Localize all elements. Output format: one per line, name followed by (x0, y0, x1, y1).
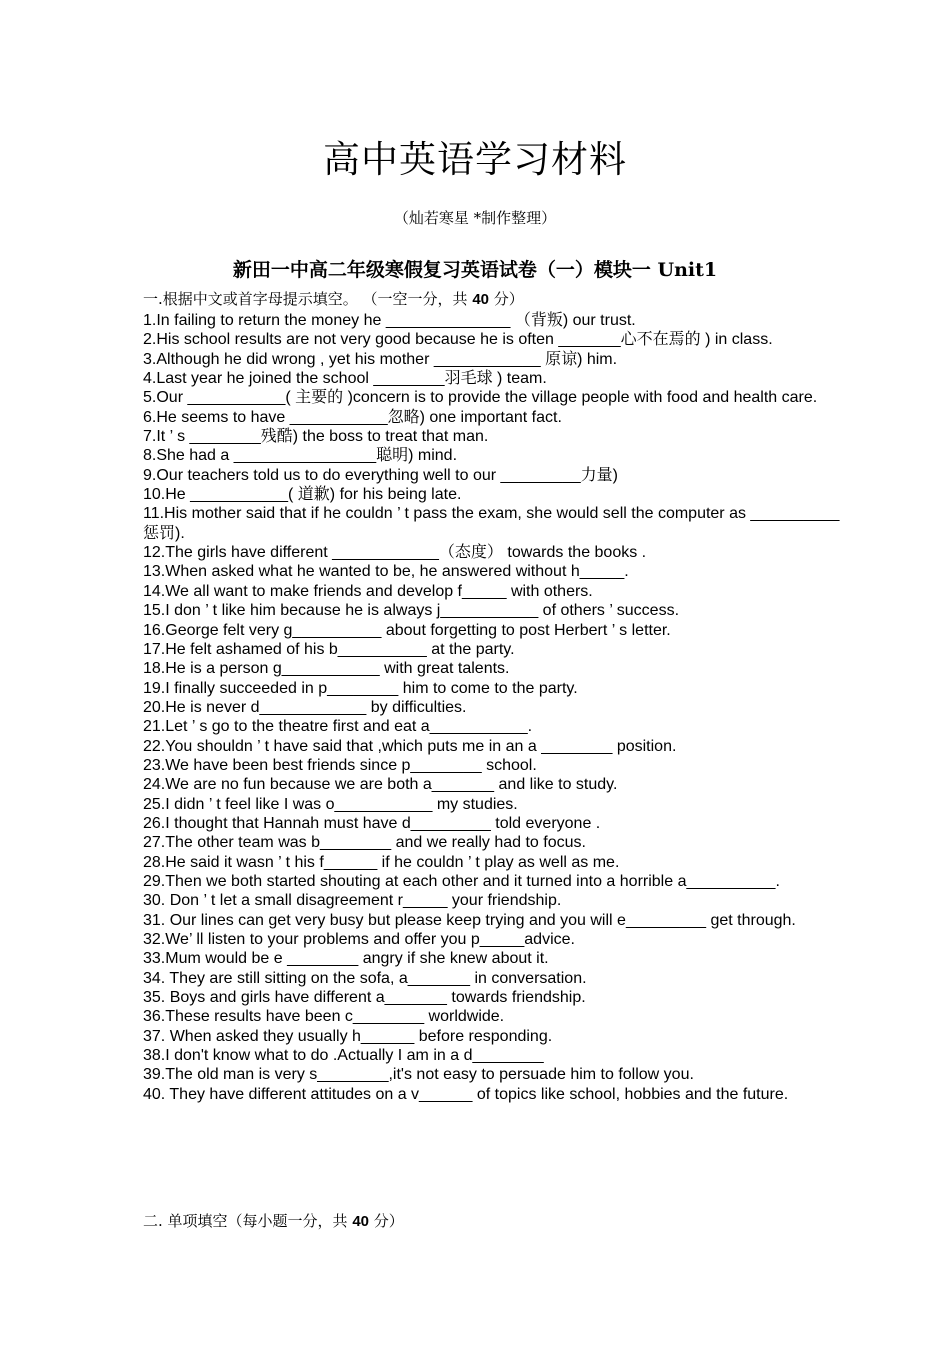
question-item: 38.I don't know what to do .Actually I am in a d________ (143, 1047, 544, 1065)
question-item: 18.He is a person g___________ with great talents. (143, 660, 510, 678)
question-list (143, 311, 843, 1104)
question-item: 31. Our lines can get very busy but please keep trying and you will e_________ get through. (143, 911, 796, 929)
question-item: 35. Boys and girls have different a_______ towards friendship. (143, 989, 586, 1007)
document-title: 高中英语学习材料 (323, 138, 627, 181)
section-1-label: 一.根据中文或首字母提示填空。 （一空一分，共 (143, 290, 468, 308)
question-item: 24.We are no fun because we are both a_______ and like to study. (143, 776, 618, 794)
section-2-label: 二. 单项填空（每小题一分，共 (143, 1212, 348, 1230)
question-item: 22.You shouldn ’ t have said that ,which puts me in an a ________ position. (143, 737, 677, 755)
question-item: 39.The old man is very s________,it's not easy to persuade him to follow you. (143, 1066, 694, 1084)
question-item: 27.The other team was b________ and we really had to focus. (143, 834, 586, 852)
question-item: 16.George felt very g__________ about forgetting to post Herbert ’ s letter. (143, 621, 671, 639)
section-2-suffix: 分） (373, 1212, 404, 1230)
question-item: 15.I don ’ t like him because he is always j___________ of others ’ success. (143, 602, 680, 620)
question-item: 6.He seems to have ___________忽略) one important fact. (143, 408, 562, 426)
question-item: 40. They have different attitudes on a v______ of topics like school, hobbies and the future. (143, 1085, 789, 1103)
question-item: 37. When asked they usually h______ before responding. (143, 1027, 553, 1045)
question-item: 3.Although he did wrong , yet his mother ____________ 原谅) him. (143, 350, 618, 368)
section-2-heading (143, 1211, 404, 1232)
question-item: 20.He is never d____________ by difficulties. (143, 698, 467, 716)
section-2-points: 40 (352, 1213, 370, 1230)
section-1-points: 40 (472, 291, 490, 308)
question-item: 33.Mum would be e ________ angry if she knew about it. (143, 950, 549, 968)
question-item: 21.Let ’ s go to the theatre first and eat a___________. (143, 718, 533, 736)
question-item: 30. Don ’ t let a small disagreement r_____ your friendship. (143, 892, 562, 910)
question-item: 36.These results have been c________ worldwide. (143, 1008, 505, 1026)
question-item: 34. They are still sitting on the sofa, a_______ in conversation. (143, 969, 587, 987)
question-item: 23.We have been best friends since p________ school. (143, 756, 537, 774)
question-item: 2.His school results are not very good because he is often _______心不在焉的 ) in class. (143, 331, 773, 349)
question-item: 4.Last year he joined the school ________羽毛球 ) team. (143, 370, 547, 388)
question-item: 7.It ’ s ________残酷) the boss to treat that man. (143, 428, 489, 446)
exam-title: 新田一中高二年级寒假复习英语试卷（一）模块一 Unit1 (232, 259, 718, 281)
section-1-heading (143, 289, 524, 310)
section-1-suffix: 分） (493, 290, 524, 308)
question-item: 8.She had a ________________聪明) mind. (143, 447, 458, 465)
question-item: 19.I finally succeeded in p________ him to come to the party. (143, 679, 578, 697)
question-item: 14.We all want to make friends and develop f_____ with others. (143, 582, 593, 600)
document-subtitle: （灿若寒星 *制作整理） (393, 209, 557, 227)
question-item: 29.Then we both started shouting at each other and it turned into a horrible a__________. (143, 872, 780, 890)
question-item: 26.I thought that Hannah must have d_________ told everyone . (143, 814, 601, 832)
question-item: 12.The girls have different ____________（态度） towards the books . (143, 544, 647, 562)
question-item: 5.Our ___________( 主要的 )concern is to provide the village people with food and health care. (143, 389, 818, 407)
question-item: 28.He said it wasn ’ t his f______ if he couldn ’ t play as well as me. (143, 853, 620, 871)
question-item: 17.He felt ashamed of his b__________ at the party. (143, 640, 515, 658)
question-item: 1.In failing to return the money he ______________ （背叛) our trust. (143, 312, 636, 329)
question-item: 11.His mother said that if he couldn ’ t pass the exam, she would sell the computer as __________惩罚). (143, 505, 840, 542)
question-item: 25.I didn ’ t feel like I was o___________ my studies. (143, 795, 518, 813)
question-item: 32.We’ ll listen to your problems and offer you p_____advice. (143, 931, 575, 948)
question-item: 10.He ___________( 道歉) for his being late. (143, 486, 462, 504)
question-item: 9.Our teachers told us to do everything well to our _________力量) (143, 466, 618, 484)
question-item: 13.When asked what he wanted to be, he answered without h_____. (143, 563, 629, 581)
